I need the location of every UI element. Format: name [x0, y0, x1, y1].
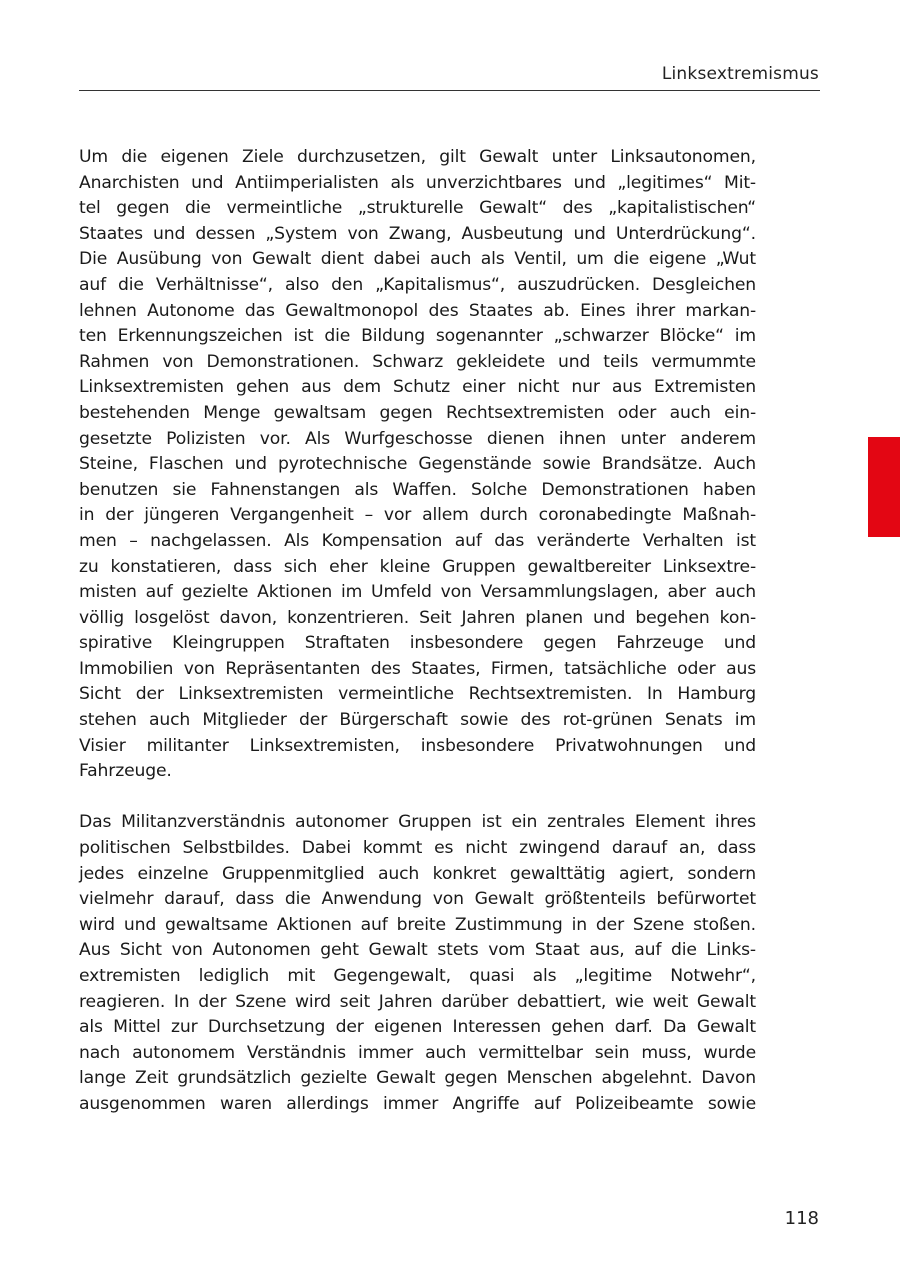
text-line: men – nachgelassen. Als Kompensation auf das veränderte Verhalten ist: [79, 530, 756, 551]
text-line: Die Ausübung von Gewalt dient dabei auch als Ventil, um die eigene „Wut: [79, 249, 756, 270]
text-line: Sicht der Linksextremisten vermeintliche Rechtsextremisten. In Hamburg: [79, 684, 756, 705]
text-line: jedes einzelne Gruppenmitglied auch konkret gewalttätig agiert, sondern: [79, 863, 756, 884]
text-line: lehnen Autonome das Gewaltmonopol des Staates ab. Eines ihrer markan-: [79, 300, 756, 321]
text-line: vielmehr darauf, dass die Anwendung von Gewalt größtenteils befürwortet: [79, 889, 756, 910]
running-header-title: Linksextremismus: [661, 64, 819, 84]
text-line: benutzen sie Fahnenstangen als Waffen. Solche Demonstrationen haben: [79, 479, 756, 500]
text-line: als Mittel zur Durchsetzung der eigenen Interessen gehen darf. Da Gewalt: [79, 1017, 756, 1038]
text-line: zu konstatieren, dass sich eher kleine Gruppen gewaltbereiter Linksextre-: [79, 556, 756, 577]
text-line: politischen Selbstbildes. Dabei kommt es nicht zwingend darauf an, dass: [79, 838, 756, 859]
text-line: völlig losgelöst davon, konzentrieren. Seit Jahren planen und begehen kon-: [79, 607, 756, 628]
text-line: nach autonomem Verständnis immer auch vermittelbar sein muss, wurde: [79, 1042, 756, 1063]
text-line: Visier militanter Linksextremisten, insbesondere Privatwohnungen und: [79, 735, 756, 756]
paragraph-2: [79, 810, 756, 1117]
text-line: ten Erkennungszeichen ist die Bildung sogenannter „schwarzer Blöcke“ im: [79, 326, 756, 347]
section-thumb-tab: [868, 437, 900, 537]
text-line: Rahmen von Demonstrationen. Schwarz gekleidete und teils vermummte: [79, 351, 756, 372]
text-line: Das Militanzverständnis autonomer Gruppen ist ein zentrales Element ihres: [79, 812, 756, 833]
text-line: Um die eigenen Ziele durchzusetzen, gilt Gewalt unter Linksautonomen,: [79, 147, 756, 167]
text-line: Fahrzeuge.: [79, 761, 172, 782]
text-line: ausgenommen waren allerdings immer Angriffe auf Polizeibeamte sowie: [79, 1093, 756, 1114]
text-line: Aus Sicht von Autonomen geht Gewalt stets vom Staat aus, auf die Links-: [79, 940, 756, 961]
text-line: Anarchisten und Antiimperialisten als unverzichtbares und „legitimes“ Mit-: [79, 172, 756, 193]
paragraph-1: [79, 145, 756, 785]
text-line: extremisten lediglich mit Gegengewalt, quasi als „legitime Notwehr“,: [79, 966, 756, 986]
text-line: Steine, Flaschen und pyrotechnische Gegenstände sowie Brandsätze. Auch: [79, 454, 756, 475]
text-line: wird und gewaltsame Aktionen auf breite Zustimmung in der Szene stoßen.: [79, 914, 756, 935]
text-line: Staates und dessen „System von Zwang, Ausbeutung und Unterdrückung“.: [79, 223, 756, 244]
text-line: reagieren. In der Szene wird seit Jahren darüber debattiert, wie weit Gewalt: [79, 991, 756, 1012]
text-line: bestehenden Menge gewaltsam gegen Rechtsextremisten oder auch ein-: [79, 402, 756, 423]
page-number: 118: [784, 1208, 819, 1229]
body-text: [79, 145, 756, 1118]
header-rule: [79, 90, 820, 91]
text-line: tel gegen die vermeintliche „strukturelle Gewalt“ des „kapitalistischen“: [79, 198, 756, 219]
text-line: spirative Kleingruppen Straftaten insbesondere gegen Fahrzeuge und: [79, 633, 756, 654]
text-line: auf die Verhältnisse“, also den „Kapitalismus“, auszudrücken. Desgleichen: [79, 274, 756, 295]
text-line: in der jüngeren Vergangenheit – vor allem durch coronabedingte Maßnah-: [79, 505, 756, 526]
text-line: gesetzte Polizisten vor. Als Wurfgeschosse dienen ihnen unter anderem: [79, 428, 756, 449]
text-line: misten auf gezielte Aktionen im Umfeld von Versammlungslagen, aber auch: [79, 582, 756, 603]
text-line: Linksextremisten gehen aus dem Schutz einer nicht nur aus Extremisten: [79, 377, 756, 398]
paragraph-spacer: [79, 785, 756, 811]
text-line: Immobilien von Repräsentanten des Staates, Firmen, tatsächliche oder aus: [79, 658, 756, 679]
text-line: stehen auch Mitglieder der Bürgerschaft sowie des rot-grünen Senats im: [79, 710, 756, 731]
text-line: lange Zeit grundsätzlich gezielte Gewalt gegen Menschen abgelehnt. Davon: [79, 1068, 756, 1089]
